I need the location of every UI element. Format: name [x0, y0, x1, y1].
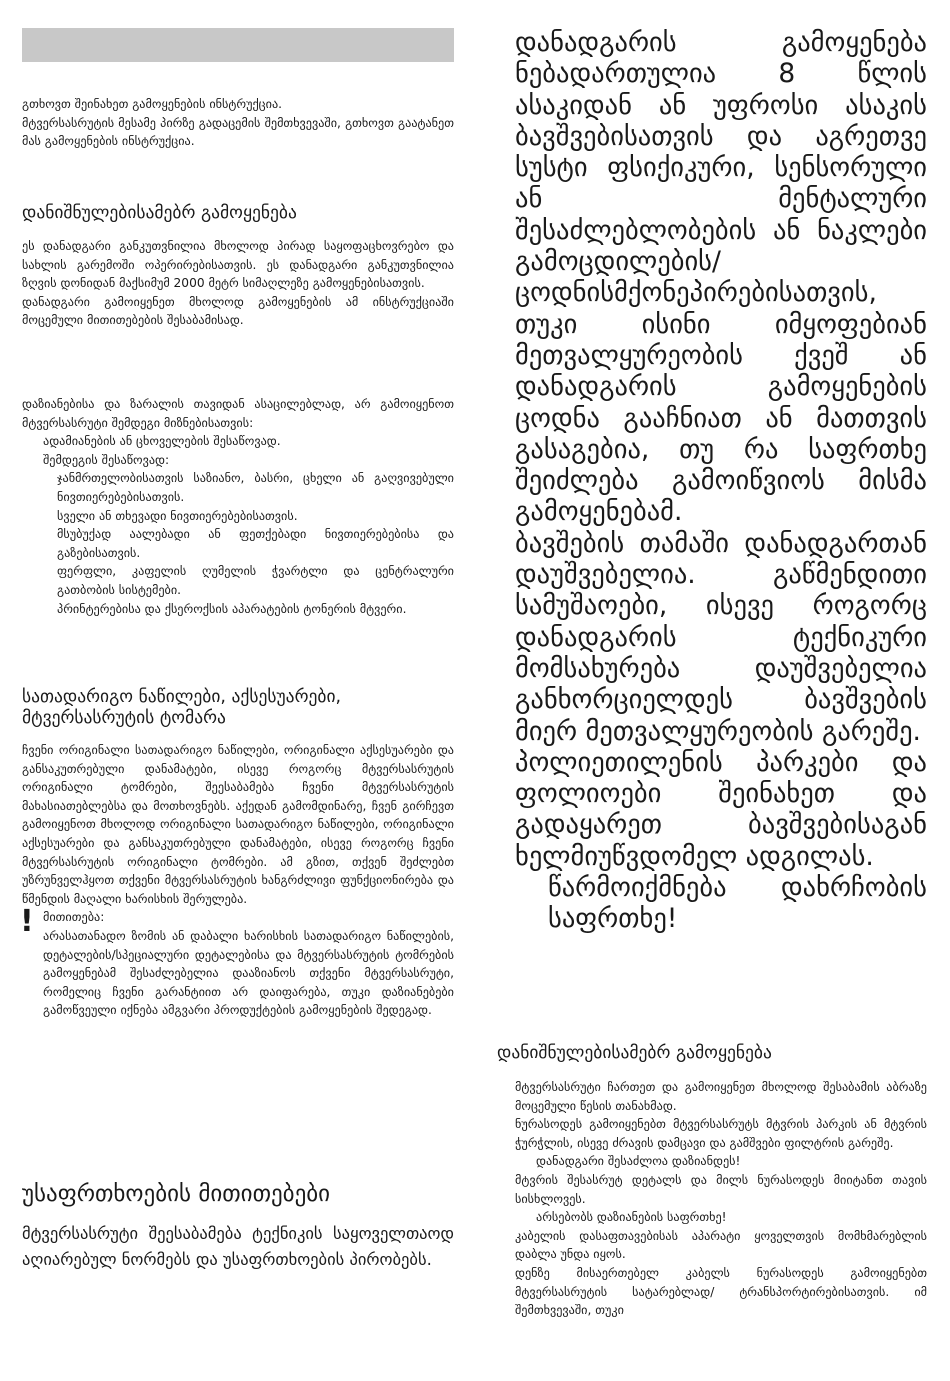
intended-use-paragraph-2: დანადგარი გამოიყენეთ მხოლოდ გამოყენების ამ ინსტრუქციაში მოცემული მითითებების შესაბამისად. [22, 294, 454, 328]
big-paragraph-plastic-bags: პოლიეთილენის პარკები და ფოლიოები შეინახეთ და გადაყარეთ ბავშვებისაგან ხელმიუწვდომელ ადგილას. [515, 746, 927, 872]
subitem-wet: სველი ან თხევადი ნივთიერებებისათვის. [57, 508, 298, 523]
right-paragraph-head: მტვრის შესასრუტ დეტალს და მილს ნურასოდეს მიიტანთ თავის სისხლოვეს. [515, 1172, 927, 1206]
subitem-harmful: ჯანმრთელობისათვის საზიანო, ბასრი, ცხელი ან გაღვივებული ნივთიერებებისათვის. [57, 471, 454, 504]
item-suction: შემდეგის შესაწოვად: [43, 452, 170, 467]
intended-use-paragraph-1: ეს დანადგარი განკუთვნილია მხოლოდ პირად საყოფაცხოვრებო და სახლის გარემოში ოპერირებისათვის. ეს დანადგარი განკუთვნილია ზღვის დონიდან მაქსიმუმ 2000 მეტრ სიმაღლეზე გამოყენებისათვის. [22, 239, 454, 291]
big-paragraph-children-use: დანადგარის გამოყენება ნებადართულია 8 წლის ასაკიდან ან უფროსი ასაკის ბავშვებისათვის და აგრეთვე სუსტი ფსიქიკური, სენსორული ან მენტალური შესაძლებლობების ან ნაკლები გამოცდილების/ ცოდნისმქონეპირებისათვის, თუკი ისინი იმყოფებიან მეთვალყურეობის ქვეშ ან დანადგარის გამოყენების ცოდნა გააჩნიათ ან მათთვის გასაგებია, თუ რა საფრთხე შეიძლება გამოიწვიოს მისმა გამოყენებამ. [515, 27, 927, 528]
intended-use-block [22, 237, 454, 330]
right-paragraph-no-bag: ნურასოდეს გამოიყენებთ მტვერსასრუტს მტვრის პარკის ან მტვრის ჭურჭლის, ისევე ძრავის დამცავი და გამშვები ფილტრის გარეშე. [515, 1117, 927, 1150]
damage-block [22, 395, 454, 618]
right-paragraph-plate: მტვერსასრუტი ჩართეთ და გამოიყენეთ მხოლოდ შესაბამის აბრაზე მოცემული წესის თანახმად. [515, 1080, 927, 1113]
safety-heading: უსაფრთხოების მითითებები [22, 1181, 331, 1207]
intro-line-1: გთხოვთ შეინახეთ გამოყენების ინსტრუქცია. [22, 97, 283, 111]
right-intended-use-block [515, 1078, 927, 1320]
right-paragraph-transport: დენზე მისაერთებელ კაბელს ნურასოდეს გამოიყენებთ მტვერსასრუტის სატარებლად/ ტრანსპორტირებისათვის. იმ შემთხვევაში, თუკი [515, 1265, 927, 1318]
right-warning-injury: არსებობს დაზიანების საფრთხე! [536, 1210, 727, 1225]
exclamation-icon: ! [20, 904, 34, 940]
right-warning-damage: დანადგარი შესაძლოა დაზიანდეს! [536, 1154, 741, 1169]
item-people: ადამიანების ან ცხოველების შესაწოვად. [43, 434, 281, 449]
intro-block [22, 95, 454, 151]
note-label: მითითება: [43, 910, 105, 925]
subitem-toner: პრინტერებისა და ქსეროქსის აპარატების ტონერის მტვერი. [57, 601, 407, 616]
big-suffocation-warning: წარმოიქმნება დახრჩობის საფრთხე! [548, 872, 927, 935]
damage-intro: დაზიანებისა და ზარალის თავიდან ასაცილებლად, არ გამოიყენოთ მტვერსასრუტი შემდეგი მიზნებისათვის: [22, 397, 454, 430]
right-intended-use-heading: დანიშნულებისამებრ გამოყენება [497, 1043, 772, 1063]
subitem-ash: ფერფლი, კაფელის ღუმელის ჭვარტლი და ცენტრალური გათბობის სისტემები. [57, 564, 454, 597]
safety-paragraph: მტვერსასრუტი შეესაბამება ტექნიკის საყოველთაოდ აღიარებულ ნორმებს და უსაფრთხოების პირობებს. [22, 1224, 454, 1269]
note-block [20, 904, 454, 1020]
intro-line-2: მტვერსასრუტის მესამე პირზე გადაცემის შემთხვევაში, გთხოვთ გაატანეთ მას გამოყენების ინსტრუქცია. [22, 115, 454, 149]
spare-parts-block [22, 741, 454, 1020]
spare-parts-heading: სათადარიგო ნაწილები, აქსესუარები, მტვერსასრუტის ტომარა [22, 687, 342, 728]
big-warning-block [515, 27, 927, 935]
header-grey-bar [22, 28, 454, 62]
big-paragraph-children-play: ბავშების თამაში დანადგართან დაუშვებელია. გაწმენდითი სამუშაოები, ისევე როგორც დანადგარის ტექნიკური მომსახურება დაუშვებელია განხორციელდეს ბავშვების მიერ მეთვალყურეობის გარეშე. [515, 527, 927, 747]
note-text: არასათანადო ზომის ან დაბალი ხარისხის სათადარიგო ნაწილების, დეტალების/სპეციალური დეტალებისა და მტვერსასრუტის ტომრების გამოყენებამ შესაძლებელია დააზიანოს თქვენი მტვერსასრუტი, რომელიც ჩვენი გარანტიით არ დაიფარება, თუკი დაზიანებები გამოწვეული იქნება ამგვარი პროდუქტების გამოყენების შედეგად. [43, 928, 454, 1018]
right-paragraph-cable: კაბელის დასაფთავებისას აპარატი ყოველთვის მომხმარებლის დაბლა უნდა იყოს. [515, 1228, 927, 1262]
subitem-flammable: მსუბუქად აალებადი ან ფეთქებადი ნივთიერებებისა და გაზებისათვის. [57, 527, 454, 560]
spare-parts-paragraph: ჩვენი ორიგინალი სათადარიგო ნაწილები, ორიგინალი აქსესუარები და განსაკუთრებული დანამატები, ისევე როგორც მტვერსასრუტის ორიგინალი ტომრები, შეესაბამება ჩვენი მტვერსასრუტის მახასიათებლებსა და მოთხოვნებს. აქედან გამომდინარე, ჩვენ გირჩევთ გამოიყენოთ მხოლოდ ორიგინალი სათადარიგო ნაწილები, ორიგინალი აქსესუარები და განსაკუთრებული დანამატები, ისევე როგორც ჩვენი მტვერსასრუტის ორიგინალი ტომრები. ამ გზით, თქვენ შეძლებთ უზრუნველჰყოთ თქვენი მტვერსასრუტის ხანგრძლივი ფუნქციონირება და წმენდის მაღალი ხარისხის შერულება. [22, 743, 454, 906]
intended-use-heading: დანიშნულებისამებრ გამოყენება [22, 203, 297, 223]
